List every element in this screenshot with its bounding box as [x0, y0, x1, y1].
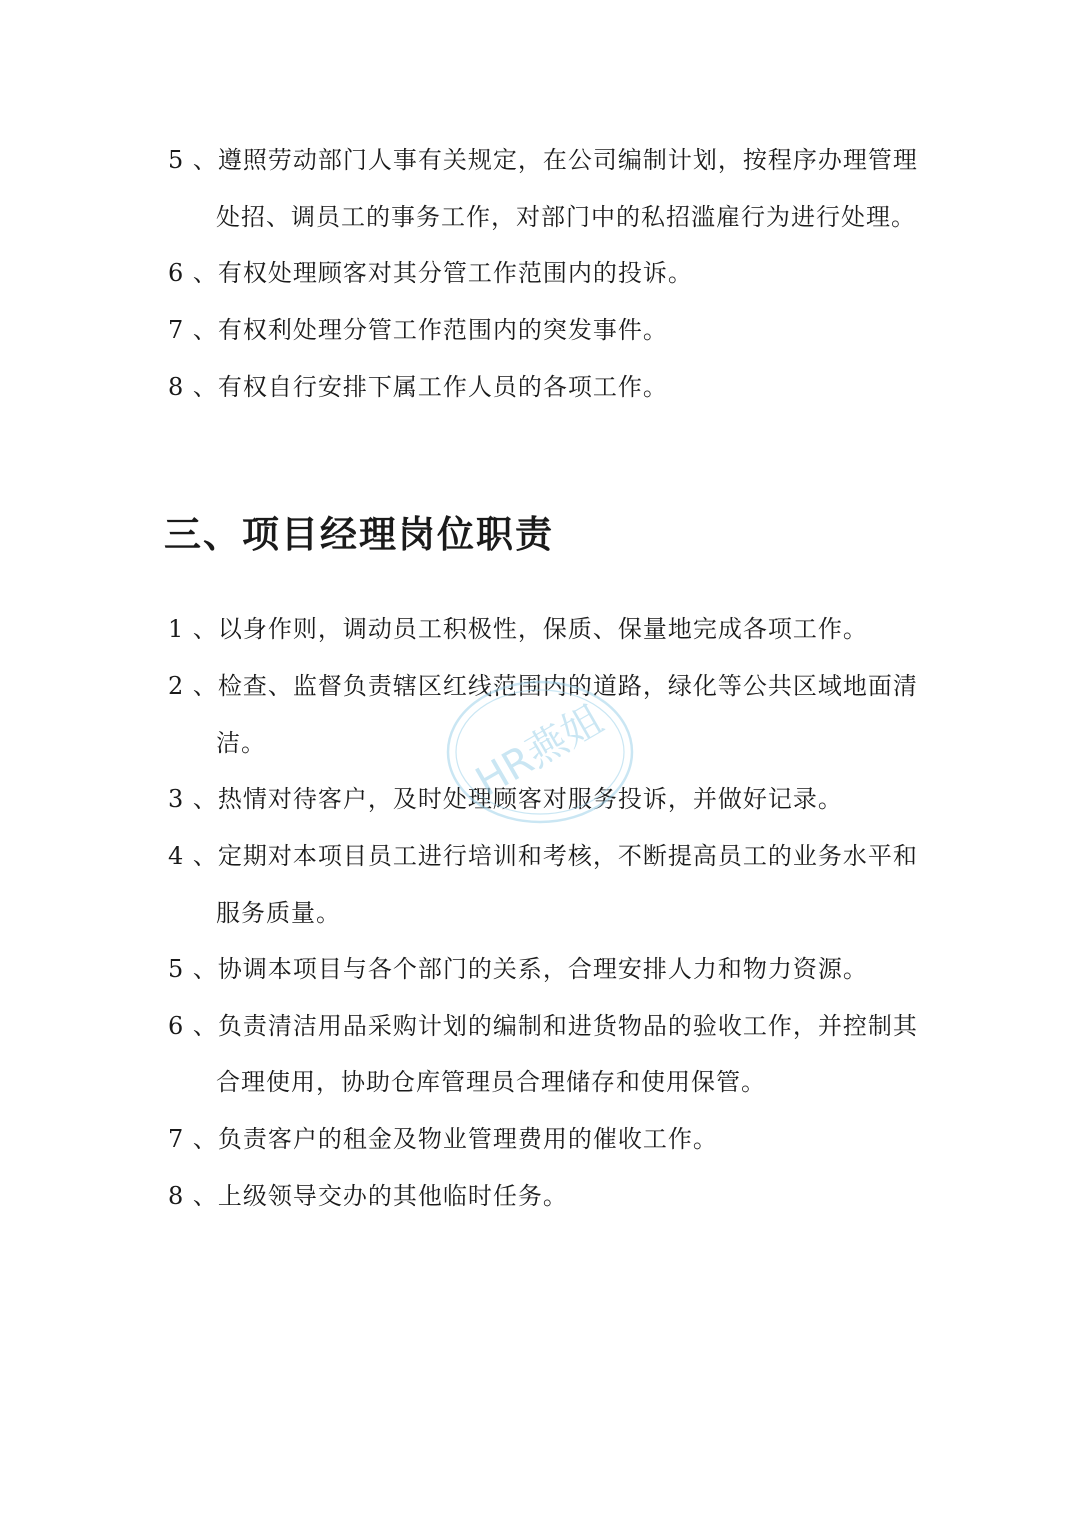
list-item: 5 、协调本项目与各个部门的关系，合理安排人力和物力资源。 — [168, 955, 868, 983]
list-item: 7 、负责客户的租金及物业管理费用的催收工作。 — [168, 1125, 718, 1153]
list-item: 1 、以身作则，调动员工积极性，保质、保量地完成各项工作。 — [168, 615, 868, 643]
list-item: 6 、负责清洁用品采购计划的编制和进货物品的验收工作，并控制其 — [168, 1012, 918, 1040]
list-item-continuation: 洁。 — [216, 729, 266, 757]
list-item-continuation: 服务质量。 — [216, 899, 341, 927]
list-item-continuation: 合理使用，协助仓库管理员合理储存和使用保管。 — [216, 1068, 766, 1096]
list-item: 2 、检查、监督负责辖区红线范围内的道路，绿化等公共区域地面清 — [168, 672, 918, 700]
watermark-text: HR燕姐 — [468, 696, 611, 806]
list-item: 8 、有权自行安排下属工作人员的各项工作。 — [168, 373, 668, 401]
list-item: 7 、有权利处理分管工作范围内的突发事件。 — [168, 316, 668, 344]
list-item: 4 、定期对本项目员工进行培训和考核，不断提高员工的业务水平和 — [168, 842, 918, 870]
section-heading: 三、项目经理岗位职责 — [164, 512, 554, 556]
list-item-continuation: 处招、调员工的事务工作，对部门中的私招滥雇行为进行处理。 — [216, 203, 916, 231]
list-item: 8 、上级领导交办的其他临时任务。 — [168, 1182, 568, 1210]
list-item: 6 、有权处理顾客对其分管工作范围内的投诉。 — [168, 259, 693, 287]
list-item: 5 、遵照劳动部门人事有关规定，在公司编制计划，按程序办理管理 — [168, 146, 918, 174]
list-item: 3 、热情对待客户，及时处理顾客对服务投诉，并做好记录。 — [168, 785, 843, 813]
